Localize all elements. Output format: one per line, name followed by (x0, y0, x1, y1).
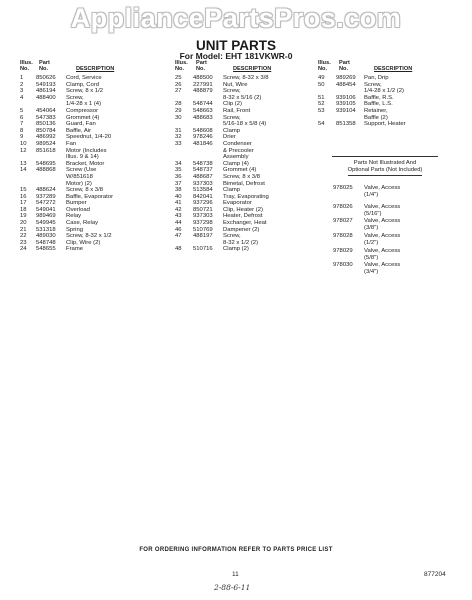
illus-number: 10 (20, 140, 27, 147)
illus-number: 14 (20, 167, 27, 174)
illus-number: 44 (175, 220, 182, 227)
part-description: Bimetal, Defrost (223, 180, 265, 187)
part-number: 548663 (193, 107, 213, 114)
illus-number: 6 (20, 114, 24, 121)
part-description: Spring (66, 226, 84, 233)
part-description: Valve, Access (1/4") (364, 185, 401, 198)
header-part: Part No. (339, 60, 350, 72)
illus-number: 54 (318, 121, 325, 128)
part-description: Screw, 8 x 3/8 (66, 187, 103, 194)
part-number: 548737 (193, 167, 213, 174)
parts-row (20, 220, 160, 227)
part-number: 850626 (36, 75, 56, 81)
illus-number: 13 (20, 160, 27, 167)
parts-row (318, 101, 453, 108)
model-subtitle: For Model: EHT 181VKWR-0 (179, 51, 293, 61)
parts-row (318, 95, 453, 102)
part-number: 939106 (336, 94, 356, 101)
parts-row (175, 82, 310, 89)
notice-line-2: Optional Parts (Not Included) (348, 167, 423, 176)
illus-number: 28 (175, 101, 182, 108)
parts-column-2 (175, 60, 310, 253)
watermark: AppliancePartsPros.com (70, 3, 402, 33)
illus-number: 40 (175, 193, 182, 200)
illus-number: 49 (318, 75, 325, 81)
illus-number: 53 (318, 107, 325, 114)
illus-number: 42 (175, 206, 182, 213)
part-number: 488400 (36, 94, 56, 101)
parts-row (20, 121, 160, 128)
not-illustrated-notice (320, 156, 450, 176)
illus-number: 3 (20, 88, 24, 95)
part-description: Fan (66, 140, 77, 147)
part-description: Clamp (223, 127, 241, 134)
part-description: Screw, 8-32 x 5/16 (2) (223, 88, 262, 101)
header-illus: Illus. No. (20, 60, 33, 72)
part-description: Valve, Access (5/8") (364, 248, 401, 261)
illus-number: 38 (175, 187, 182, 194)
part-number: 481846 (193, 140, 213, 147)
part-description: Screw, 8-32 x 1/2 (66, 233, 112, 240)
part-description: Valve, Access (3/4") (364, 262, 401, 275)
parts-row (175, 233, 310, 246)
illus-number: 51 (318, 94, 325, 101)
part-number: 978025 (333, 185, 353, 191)
part-description: Baffle, L.S. (364, 101, 393, 108)
part-number: 547272 (36, 200, 56, 207)
part-number: 548738 (193, 160, 213, 167)
illus-number: 9 (20, 134, 24, 141)
part-description: Dampener (2) (223, 226, 260, 233)
illus-number: 48 (175, 246, 182, 253)
illus-number: 37 (175, 180, 182, 187)
part-number: 548695 (36, 160, 56, 167)
illus-number: 35 (175, 167, 182, 174)
part-number: 510716 (193, 246, 213, 253)
part-number: 939104 (336, 107, 356, 114)
parts-row (318, 82, 453, 95)
part-description: Clamp (4) (223, 160, 249, 167)
parts-row (20, 75, 160, 82)
parts-row (20, 141, 160, 148)
part-description: Speednut, 1/4-20 (66, 134, 112, 141)
parts-row (318, 121, 453, 128)
illus-number: 21 (20, 226, 27, 233)
illus-number: 12 (20, 147, 27, 154)
part-number: 547383 (36, 114, 56, 121)
parts-row (20, 115, 160, 122)
part-description: Screw, 8-32 x 1/2 (2) (223, 233, 259, 246)
part-number: 486194 (36, 88, 56, 95)
parts-row (20, 108, 160, 115)
part-number: 549193 (36, 81, 56, 88)
parts-row (175, 134, 310, 141)
part-description: Valve, Access (1/2") (364, 233, 401, 246)
parts-row (175, 141, 310, 161)
illus-number: 2 (20, 81, 24, 88)
part-description: Nut, Wire (223, 81, 248, 88)
parts-row (175, 108, 310, 115)
parts-row (175, 187, 310, 194)
parts-row (318, 75, 453, 82)
parts-row (318, 108, 453, 121)
parts-row (20, 134, 160, 141)
part-number: 227991 (193, 81, 213, 88)
part-number: 978028 (333, 233, 353, 239)
part-description: Clamp (2) (223, 246, 249, 253)
part-number: 488197 (193, 233, 213, 240)
part-description: Valve, Access (3/8") (364, 218, 401, 231)
column-header (318, 60, 453, 75)
illus-number: 7 (20, 121, 24, 128)
part-description: Pan, Drip (364, 75, 389, 81)
part-description: Retainer, Baffle (2) (364, 107, 388, 121)
illus-number: 52 (318, 101, 325, 108)
parts-row (20, 213, 160, 220)
parts-row (20, 148, 160, 161)
parts-row (20, 227, 160, 234)
ordering-note: FOR ORDERING INFORMATION REFER TO PARTS PRICE LIST (139, 547, 333, 553)
header-description: DESCRIPTION (76, 66, 115, 73)
part-description: Grommet (4) (223, 167, 257, 174)
parts-column-1 (20, 60, 160, 253)
part-number: 548608 (193, 127, 213, 134)
parts-row (20, 194, 160, 201)
part-description: Drier (223, 134, 236, 141)
illus-number: 31 (175, 127, 182, 134)
part-number: 510769 (193, 226, 213, 233)
part-number: 937296 (193, 200, 213, 207)
parts-row (20, 88, 160, 95)
notice-line-1: Parts Not Illustrated And (353, 160, 417, 166)
part-number: 531318 (36, 226, 56, 233)
header-description: DESCRIPTION (233, 66, 272, 73)
part-number: 454064 (36, 107, 56, 114)
illus-number: 50 (318, 81, 325, 88)
part-number: 978029 (333, 248, 353, 254)
parts-row (175, 220, 310, 227)
page-title: UNIT PARTS (196, 38, 276, 53)
header-illus: Illus. No. (318, 60, 331, 72)
illus-number: 23 (20, 239, 27, 246)
part-number: 488624 (36, 187, 56, 194)
parts-row (175, 115, 310, 128)
parts-row (20, 128, 160, 135)
part-number: 851358 (336, 121, 356, 128)
part-description: Baffle, Air (66, 127, 92, 134)
part-number: 851618 (36, 147, 56, 154)
part-description: Overload (66, 206, 90, 213)
illus-number: 46 (175, 226, 182, 233)
part-description: Screw, 5/16-18 x 5/8 (4) (223, 114, 267, 128)
part-description: Baffle, R.S. (364, 94, 394, 101)
parts-row (175, 174, 310, 181)
part-number: 488687 (193, 173, 213, 180)
part-description: Compressor (66, 107, 99, 114)
illus-number: 19 (20, 213, 27, 220)
parts-row (20, 161, 160, 168)
header-illus: Illus. No. (175, 60, 188, 72)
illus-number: 32 (175, 134, 182, 141)
parts-row (175, 181, 310, 188)
parts-column-3 (318, 60, 453, 128)
part-description: Condenser & Precooler Assembly (223, 140, 254, 161)
part-description: Screw (Use W/851618 Motor) (2) (66, 167, 97, 187)
parts-row (20, 82, 160, 89)
parts-row (20, 240, 160, 247)
part-description: Frame (66, 246, 84, 253)
part-number: 978030 (333, 262, 353, 268)
part-description: Rail, Front (223, 107, 251, 114)
part-number: 489030 (36, 233, 56, 240)
illus-number: 43 (175, 213, 182, 220)
column-header (20, 60, 160, 75)
illus-number: 47 (175, 233, 182, 240)
part-description: Tray, Evaporating (223, 193, 269, 200)
parts-row (175, 167, 310, 174)
part-number: 978246 (193, 134, 213, 141)
parts-row (175, 246, 310, 253)
part-number: 850784 (36, 127, 56, 134)
part-number: 486992 (36, 134, 56, 141)
part-description: Clamp, Cord (66, 81, 100, 88)
part-description: Baffle, Evaporator (66, 193, 114, 200)
parts-row (20, 246, 160, 253)
part-description: Screw, 8-32 x 3/8 (223, 75, 269, 81)
parts-row (175, 101, 310, 108)
illus-number: 5 (20, 107, 24, 114)
parts-row (20, 207, 160, 214)
part-description: Case, Relay (66, 220, 99, 227)
part-description: Screw, 8 x 3/8 (223, 173, 260, 180)
parts-row (20, 95, 160, 108)
document-number: 877204 (424, 571, 446, 578)
part-number: 989524 (36, 140, 56, 147)
part-description: Relay (66, 213, 82, 220)
part-description: Guard, Fan (66, 121, 96, 128)
part-description: Screw, 1/4-28 x 1/2 (2) (364, 81, 404, 95)
part-number: 937298 (193, 220, 213, 227)
illus-number: 22 (20, 233, 27, 240)
part-number: 989269 (336, 75, 356, 81)
notice-divider (332, 156, 438, 157)
part-description: Screw, 8 x 1/2 (66, 88, 103, 95)
part-number: 488454 (336, 81, 356, 88)
illus-number: 20 (20, 220, 27, 227)
part-description: Heater, Defrost (223, 213, 263, 220)
illus-number: 41 (175, 200, 182, 207)
illus-number: 26 (175, 81, 182, 88)
part-number: 842041 (193, 193, 213, 200)
illus-number: 17 (20, 200, 27, 207)
illus-number: 25 (175, 75, 182, 81)
part-number: 488500 (193, 75, 213, 81)
part-description: Clamp (223, 187, 241, 194)
parts-row (175, 128, 310, 135)
part-description: Exchanger, Heat (223, 220, 267, 227)
illus-number: 15 (20, 187, 27, 194)
part-description: Clip, Heater (2) (223, 206, 263, 213)
handwritten-note: 2-88-6-11 (214, 583, 251, 592)
part-number: 488868 (36, 167, 56, 174)
part-description: Valve, Access (5/16") (364, 204, 401, 217)
part-description: Evaporator (223, 200, 252, 207)
part-number: 978027 (333, 218, 353, 224)
illus-number: 4 (20, 94, 24, 101)
parts-row (20, 233, 160, 240)
parts-row (175, 207, 310, 214)
illus-number: 29 (175, 107, 182, 114)
part-description: Bumper (66, 200, 87, 207)
illus-number: 33 (175, 140, 182, 147)
part-number: 850721 (193, 206, 213, 213)
header-part: Part No. (196, 60, 207, 72)
parts-row (20, 200, 160, 207)
parts-row (175, 75, 310, 82)
part-description: Screw, 1/4-28 x 1 (4) (66, 94, 102, 108)
part-number: 488683 (193, 114, 213, 121)
part-number: 548748 (36, 239, 56, 246)
illus-number: 24 (20, 246, 27, 253)
illus-number: 8 (20, 127, 24, 134)
part-number: 513584 (193, 187, 213, 194)
part-number: 937289 (36, 193, 56, 200)
part-description: Clip (2) (223, 101, 242, 108)
part-description: Clip, Wire (2) (66, 239, 101, 246)
part-number: 548655 (36, 246, 56, 253)
page-number: 11 (232, 571, 239, 578)
parts-row (175, 227, 310, 234)
part-number: 488879 (193, 88, 213, 95)
part-number: 549041 (36, 206, 56, 213)
part-description: Support, Heater (364, 121, 406, 128)
part-description: Grommet (4) (66, 114, 100, 121)
part-number: 989469 (36, 213, 56, 220)
header-description: DESCRIPTION (374, 66, 413, 73)
illus-number: 27 (175, 88, 182, 95)
illus-number: 16 (20, 193, 27, 200)
parts-row (175, 200, 310, 207)
header-part: Part No. (39, 60, 50, 72)
illus-number: 1 (20, 75, 24, 81)
parts-row (175, 213, 310, 220)
part-number: 939105 (336, 101, 356, 108)
parts-row (175, 88, 310, 101)
illus-number: 30 (175, 114, 182, 121)
part-number: 937303 (193, 213, 213, 220)
part-number: 548744 (193, 101, 213, 108)
part-description: Motor (Includes Illus. 9 & 14) (66, 147, 107, 161)
part-number: 937303 (193, 180, 213, 187)
parts-row (20, 187, 160, 194)
parts-row (175, 161, 310, 168)
parts-row (20, 167, 160, 187)
illus-number: 34 (175, 160, 182, 167)
part-number: 549945 (36, 220, 56, 227)
column-header (175, 60, 310, 75)
part-description: Bracket, Motor (66, 160, 105, 167)
illus-number: 18 (20, 206, 27, 213)
part-number: 850136 (36, 121, 56, 128)
part-description: Cord, Service (66, 75, 102, 81)
part-number: 978026 (333, 204, 353, 210)
parts-row (175, 194, 310, 201)
illus-number: 36 (175, 173, 182, 180)
